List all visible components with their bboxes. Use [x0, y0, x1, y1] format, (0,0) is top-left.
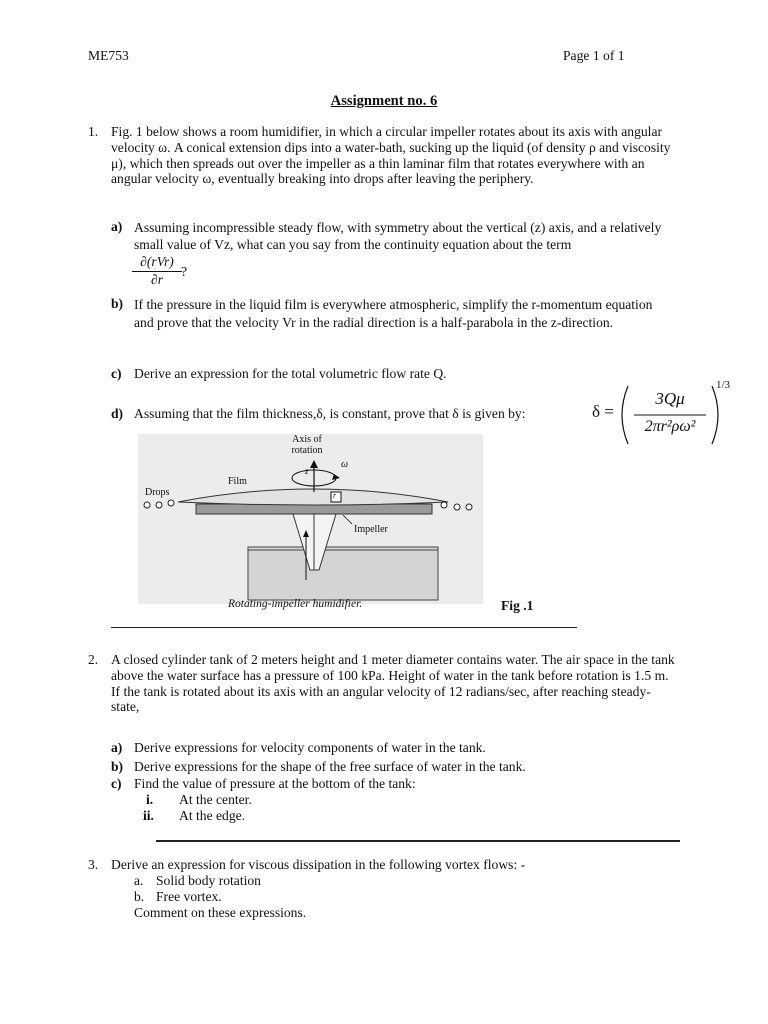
q1-c-label: c) — [111, 366, 122, 381]
q3-intro: Derive an expression for viscous dissipation in the following vortex flows: - — [111, 857, 526, 872]
q1-b-text: If the pressure in the liquid film is everywhere atmospheric, simplify the r-momentum equation and prove that the velocity Vr in the radial direction is a half-parabola in the z-direction. — [134, 297, 653, 330]
fig-caption: Rotating-impeller humidifier. — [228, 598, 363, 610]
q1-number: 1. — [88, 124, 99, 139]
fig-z-label: z — [305, 466, 309, 476]
fig-impeller-label: Impeller — [354, 524, 388, 535]
q2-ii-label: ii. — [143, 808, 154, 823]
q3-b-text: Free vortex. — [156, 889, 222, 904]
humidifier-figure — [138, 430, 488, 620]
q1-d-text: Assuming that the film thickness,δ, is constant, prove that δ is given by: — [134, 406, 526, 421]
fig-axis-label: Axis of rotation — [291, 434, 323, 456]
q2-i-text: At the center. — [179, 792, 252, 807]
q3-b-label: b. — [134, 889, 145, 904]
fig-film-label: Film — [228, 476, 247, 487]
q3-comment: Comment on these expressions. — [134, 905, 307, 920]
divider-q1 — [111, 627, 577, 628]
q2-b-text: Derive expressions for the shape of the free surface of water in the tank. — [134, 759, 526, 774]
q1-c-text: Derive an expression for the total volumetric flow rate Q. — [134, 366, 447, 381]
q1-a-tail: ? — [181, 264, 188, 279]
page-number: Page 1 of 1 — [563, 48, 625, 63]
q2-b-label: b) — [111, 759, 124, 774]
q2-number: 2. — [88, 652, 99, 667]
q1-d-eq-den: 2πr²ρω² — [644, 418, 696, 435]
q2-c-text: Find the value of pressure at the bottom of the tank: — [134, 776, 416, 791]
q1-a-frac-num: ∂(rVr) — [140, 254, 174, 269]
q3-a-label: a. — [134, 873, 144, 888]
fig-drops-label: Drops — [145, 487, 170, 498]
course-code: ME753 — [88, 48, 129, 63]
fig-r-label: r — [333, 491, 337, 500]
q1-d-eq-exp: 1/3 — [716, 379, 731, 391]
q1-a-frac-den: ∂r — [150, 272, 163, 287]
q2-ii-text: At the edge. — [179, 808, 246, 823]
fig-number: Fig .1 — [501, 598, 534, 613]
q1-a-label: a) — [111, 219, 123, 234]
q2-i-label: i. — [146, 792, 154, 807]
q2-a-label: a) — [111, 740, 123, 755]
q1-a-text: Assuming incompressible steady flow, with symmetry about the vertical (z) axis, and a relatively small value of Vz, what can you say from the continuity equation about the term — [134, 220, 662, 252]
q1-intro: Fig. 1 below shows a room humidifier, in which a circular impeller rotates about its axis with angular velocity ω. A conical extension dips into a water-bath, sucking up the liquid (of density ρ and viscosity μ), which then spreads out over the impeller as a thin laminar film that rotates everywhere with an angular velocity ω, eventually breaking into drops after leaving the periphery. — [111, 124, 671, 187]
divider-q2 — [156, 840, 680, 842]
q3-a-text: Solid body rotation — [156, 873, 261, 888]
q1-d-label: d) — [111, 406, 124, 421]
q2-a-text: Derive expressions for velocity components of water in the tank. — [134, 740, 486, 755]
q1-a-fraction — [132, 254, 182, 288]
assignment-title: Assignment no. 6 — [330, 93, 438, 109]
q1-d-eq-num: 3Qμ — [655, 389, 685, 408]
q2-intro: A closed cylinder tank of 2 meters height and 1 meter diameter contains water. The air space in the tank above the water surface has a pressure of 100 kPa. Height of water in the tank before rotation is 1.5 m. If the tank is rotated about its axis with an angular velocity of 12 radians/sec, after reaching steady-state, — [111, 652, 675, 715]
q2-c-label: c) — [111, 776, 122, 791]
q3-number: 3. — [88, 857, 99, 872]
fig-omega-label: ω — [341, 459, 349, 470]
q1-b-label: b) — [111, 296, 124, 311]
q1-d-eq-lhs: δ = — [592, 402, 614, 421]
